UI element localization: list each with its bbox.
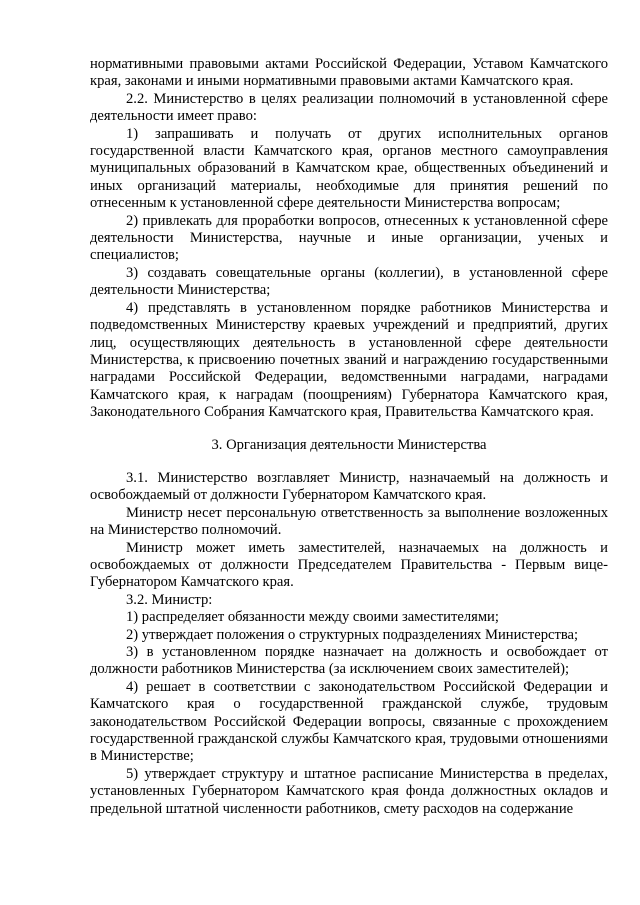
paragraph-minister-deputies: Министр может иметь заместителей, назначаемых на должность и освобождаемых от должности Председателем Правительства - Первым вице-Губернатором Камчатского края.	[90, 539, 608, 591]
list-item-3: 3) создавать совещательные органы (коллегии), в установленной сфере деятельности Министерства;	[90, 264, 608, 299]
duty-item-2: 2) утверждает положения о структурных подразделениях Министерства;	[126, 626, 579, 643]
section-title: 3. Организация деятельности Министерства	[211, 436, 487, 453]
list-item-2: 2) привлекать для проработки вопросов, отнесенных к установленной сфере деятельности Министерства, научные и иные организации, ученых и специалистов;	[90, 212, 608, 264]
list-item-4: 4) представлять в установленном порядке работников Министерства и подведомственных Министерству краевых учреждений и предприятий, других лиц, осуществляющих деятельность в установленной сфере деятельности Министерства, к присвоению почетных званий и награждению государственными наградами Российской Федерации, ведомственными наградами, наградами Камчатского края, к наградам (поощрениям) Губернатора Камчатского края, Законодательного Собрания Камчатского края, Правительства Камчатского края.	[90, 299, 608, 421]
duty-item-3: 3) в установленном порядке назначает на должность и освобождает от должности работников Министерства (за исключением своих заместителей);	[90, 644, 608, 678]
duty-item-5: 5) утверждает структуру и штатное расписание Министерства в пределах, установленных Губернатором Камчатского края фонда должностных окладов и предельной штатной численности работников, смету расходов на содержание	[90, 765, 608, 817]
paragraph-minister-responsibility: Министр несет персональную ответственность за выполнение возложенных на Министерство полномочий.	[90, 504, 608, 539]
duty-item-1: 1) распределяет обязанности между своими заместителями;	[126, 609, 499, 626]
paragraph-continuation: нормативными правовыми актами Российской Федерации, Уставом Камчатского края, законами и иными нормативными правовыми актами Камчатского края.	[90, 56, 608, 90]
duty-item-4: 4) решает в соответствии с законодательством Российской Федерации и Камчатского края о государственной гражданской службе, трудовым законодательством Российской Федерации вопросы, связанные с прохождением государственной гражданской службы Камчатского края, трудовыми отношениями в Министерстве;	[90, 678, 608, 765]
paragraph-2-2: 2.2. Министерство в целях реализации полномочий в установленной сфере деятельности имеет право:	[90, 90, 608, 125]
paragraph-3-1: 3.1. Министерство возглавляет Министр, назначаемый на должность и освобождаемый от должности Губернатором Камчатского края.	[90, 469, 608, 504]
paragraph-3-2: 3.2. Министр:	[126, 591, 213, 608]
list-item-1: 1) запрашивать и получать от других исполнительных органов государственной власти Камчатского края, органов местного самоуправления муниципальных образований в Камчатском крае, общественных объединений и иных организаций материалы, необходимые для принятия решений по отнесенным к установленной сфере деятельности Министерства вопросам;	[90, 125, 608, 212]
document-page	[90, 56, 608, 818]
